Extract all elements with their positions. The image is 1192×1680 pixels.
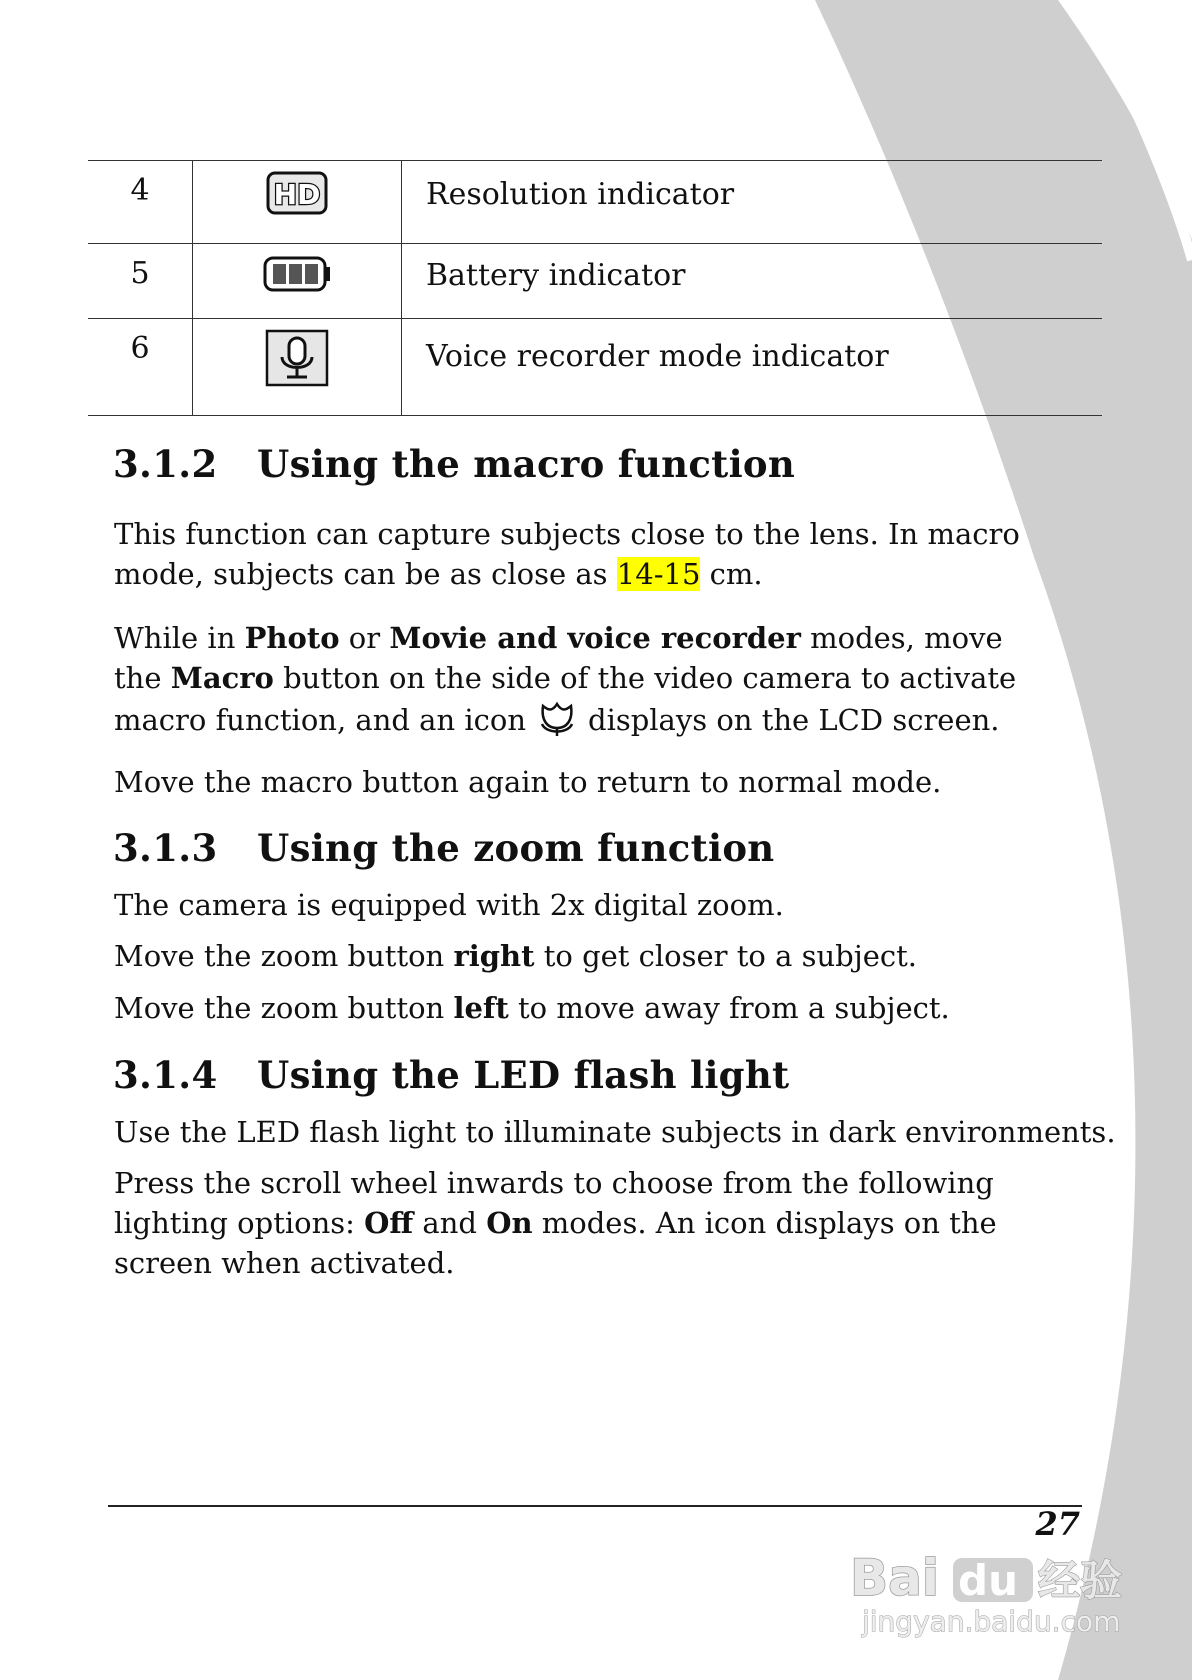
- row-number: 4: [88, 161, 193, 244]
- svg-text:经验: 经验: [1038, 1556, 1123, 1605]
- section-heading-macro: [113, 442, 795, 486]
- zoom-paragraph-1: The camera is equipped with 2x digital zoom.: [114, 888, 784, 922]
- zoom-paragraph-2: Move the zoom button right to get closer to a subject.: [114, 939, 917, 973]
- section-title: Using the LED flash light: [257, 1053, 790, 1097]
- hd-resolution-icon: [266, 171, 328, 215]
- flash-paragraph-1: Use the LED flash light to illuminate subjects in dark environments.: [114, 1115, 1116, 1149]
- zoom-paragraph-3: Move the zoom button left to move away from a subject.: [114, 991, 950, 1025]
- section-title: Using the macro function: [257, 442, 796, 486]
- section-heading-zoom: [113, 826, 775, 870]
- macro-flower-icon: [536, 698, 578, 738]
- row-description: Resolution indicator: [402, 161, 1103, 244]
- table-row: [88, 244, 1102, 319]
- microphone-icon: [265, 329, 329, 387]
- macro-paragraph-3: Move the macro button again to return to normal mode.: [114, 765, 942, 799]
- svg-text:HD: HD: [273, 178, 321, 211]
- macro-paragraph-2: While in Photo or Movie and voice recorder modes, move the Macro button on the side of the video camera to activate macro function, and an icon displays on the LCD screen.: [114, 621, 1017, 737]
- battery-icon: [261, 254, 333, 294]
- page-number: 27: [1035, 1505, 1080, 1543]
- row-description: Voice recorder mode indicator: [402, 319, 1103, 416]
- svg-text:Bai: Bai: [850, 1549, 939, 1607]
- section-heading-flash: [113, 1053, 789, 1097]
- table-row: [88, 319, 1102, 416]
- row-description: Battery indicator: [402, 244, 1103, 319]
- row-number: 6: [88, 319, 193, 416]
- svg-text:du: du: [958, 1556, 1018, 1605]
- flash-paragraph-2: Press the scroll wheel inwards to choose from the following lighting options: Off and On modes. An icon displays on the screen when activated.: [114, 1166, 997, 1280]
- indicator-table: [88, 160, 1102, 416]
- row-number: 5: [88, 244, 193, 319]
- baidu-watermark-logo: [840, 1505, 1140, 1640]
- macro-paragraph-1: This function can capture subjects close to the lens. In macro mode, subjects can be as close as 14-15 cm.: [114, 517, 1020, 591]
- section-number: 3.1.3: [113, 826, 218, 870]
- section-number: 3.1.2: [113, 442, 218, 486]
- section-title: Using the zoom function: [257, 826, 775, 870]
- table-row: [88, 161, 1102, 244]
- section-number: 3.1.4: [113, 1053, 218, 1097]
- highlighted-distance: 14-15: [616, 557, 701, 591]
- watermark-url: jingyan.baidu.com: [862, 1605, 1121, 1638]
